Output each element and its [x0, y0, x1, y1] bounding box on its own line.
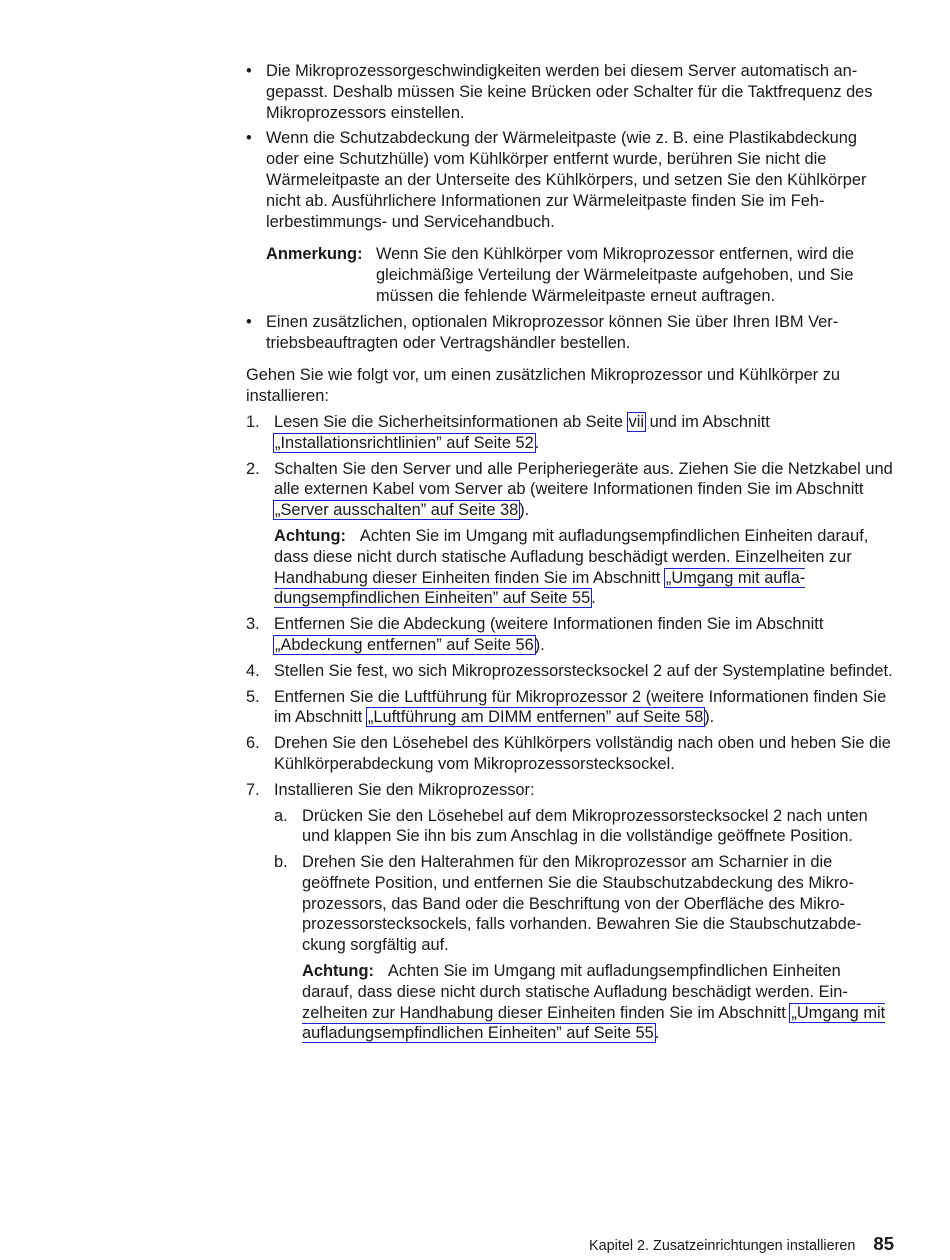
step-1 [246, 412, 894, 454]
step-text: . [534, 433, 540, 452]
step-number: 5. [246, 687, 260, 706]
bullet-text: Wenn die Schutzabdeckung der Wärmeleitpaste (wie z. B. eine Plastikabdeckung oder eine Schutzhülle) vom Kühlkörper entfernt wurde, berühren Sie nicht die Wärmeleitpaste an der Unterseite des Kühlkörpers, und setzen Sie den Kühlkörper nicht ab. Ausführlichere Informationen zur Wärmeleitpaste finden Sie im Fehlerbestimmungs- und Servicehandbuch. [266, 129, 867, 231]
chapter-title: Kapitel 2. Zusatzeinrichtungen installieren [589, 1238, 856, 1254]
page-number: 85 [873, 1233, 894, 1254]
step-number: 3. [246, 615, 260, 634]
step-text: Installieren Sie den Mikroprozessor: [274, 780, 535, 799]
bullet-text: Die Mikroprozessorgeschwindigkeiten werden bei diesem Server automatisch angepasst. Deshalb müssen Sie keine Brücken oder Schalter für die Taktfrequenz des Mikroprozessors einstellen. [266, 62, 873, 122]
caution-text: . [654, 1024, 660, 1043]
step-text: und im Abschnitt [645, 412, 770, 431]
step-6 [246, 733, 894, 775]
step-text: ). [704, 708, 715, 727]
remove-air-baffle-link[interactable]: „Luftführung am DIMM entfernen” auf Seite 58 [367, 708, 704, 727]
step-text: Schalten Sie den Server und alle Peripheriegeräte aus. Ziehen Sie die Netzkabel und alle externen Kabel vom Server ab (weitere Informationen finden Sie im Abschnitt [274, 459, 893, 499]
step-number: 1. [246, 412, 260, 431]
caution-block [302, 961, 894, 1044]
bullet-icon: • [246, 129, 252, 148]
step-3 [246, 614, 894, 656]
step-5 [246, 687, 894, 729]
step-text: Lesen Sie die Sicherheitsinformationen ab Seite [274, 412, 628, 431]
step-text: Stellen Sie fest, wo sich Mikroprozessorstecksockel 2 auf der Systemplatine befindet. [274, 661, 893, 680]
step-number: 7. [246, 780, 260, 799]
caution-label: Achtung: [274, 526, 346, 545]
bullet-item [246, 61, 894, 123]
step-4 [246, 661, 894, 682]
static-sensitive-devices-link[interactable]: „Umgang mit aufladungsempfindlichen Einheiten” auf Seite 55 [302, 1003, 886, 1043]
step-2 [246, 459, 894, 610]
step-number: 6. [246, 734, 260, 753]
installation-guidelines-link[interactable]: „Installationsrichtlinien” auf Seite 52 [275, 433, 534, 452]
substep-text: Drücken Sie den Lösehebel auf dem Mikroprozessorstecksockel 2 nach unten und klappen Sie ihn bis zum Anschlag in die vollständige geöffnete Position. [302, 806, 868, 846]
substep-letter: a. [274, 806, 288, 825]
caution-block [274, 526, 894, 609]
note-text: Wenn Sie den Kühlkörper vom Mikroprozessor entfernen, wird die gleichmäßige Verteilung der Wärmeleitpaste aufgehoben, und Sie müssen die fehlende Wärmeleitpaste erneut auftragen. [376, 245, 854, 305]
step-number: 2. [246, 459, 260, 478]
substep-letter: b. [274, 853, 288, 872]
caution-label: Achtung: [302, 962, 374, 981]
substep-a [274, 806, 894, 848]
caution-text: Achten Sie im Umgang mit aufladungsempfindlichen Einheiten darauf, dass diese nicht durch statische Aufladung beschädigt werden. Einzelheiten zur Handhabung dieser Einheiten finden Sie im Abschnitt [274, 526, 869, 587]
note-block [266, 244, 894, 306]
step-text: ). [534, 635, 545, 654]
page-link-vii[interactable]: vii [628, 412, 645, 431]
caution-text: . [591, 589, 596, 608]
server-shutdown-link[interactable]: „Server ausschalten” auf Seite 38 [275, 501, 519, 520]
bullet-icon: • [246, 312, 252, 331]
document-body [246, 61, 894, 1049]
bullet-item [246, 128, 894, 232]
note-label: Anmerkung: [266, 245, 363, 264]
step-text: ). [519, 501, 530, 520]
step-7 [246, 780, 894, 1045]
caution-text: Achten Sie im Umgang mit aufladungsempfindlichen Einheiten darauf, dass diese nicht durch statische Aufladung beschädigt werden. Einzelheiten zur Handhabung dieser Einheiten finden Sie im Abschnitt [302, 962, 848, 1022]
page-footer [589, 1234, 894, 1257]
step-number: 4. [246, 661, 260, 680]
step-text: Entfernen Sie die Abdeckung (weitere Informationen finden Sie im Abschnitt [274, 615, 824, 634]
remove-cover-link[interactable]: „Abdeckung entfernen” auf Seite 56 [275, 635, 534, 654]
static-sensitive-devices-link[interactable]: „Umgang mit aufladungsempfindlichen Einheiten” auf Seite 55 [274, 568, 806, 608]
bullet-item [246, 312, 894, 354]
step-text: Entfernen Sie die Luftführung für Mikroprozessor 2 (weitere Informationen finden Sie im Abschnitt [274, 687, 887, 727]
substep-text: Drehen Sie den Halterahmen für den Mikroprozessor am Scharnier in die geöffnete Position, und entfernen Sie die Staubschutzabdeckung des Mikroprozessors, das Band oder die Beschriftung von der Oberfläche des Mikroprozessorstecksockels, falls vorhanden. Bewahren Sie die Staubschutzabdeckung sorgfältig auf. [302, 853, 862, 955]
step-text: Drehen Sie den Lösehebel des Kühlkörpers vollständig nach oben und heben Sie die Kühlkörperabdeckung vom Mikroprozessorstecksockel. [274, 734, 891, 773]
intro-paragraph: Gehen Sie wie folgt vor, um einen zusätzlichen Mikroprozessor und Kühlkörper zu installieren: [246, 366, 841, 406]
bullet-text: Einen zusätzlichen, optionalen Mikroprozessor können Sie über Ihren IBM Vertriebsbeauftragten oder Vertragshändler bestellen. [266, 312, 839, 352]
bullet-icon: • [246, 62, 252, 80]
substep-b [274, 852, 894, 1044]
